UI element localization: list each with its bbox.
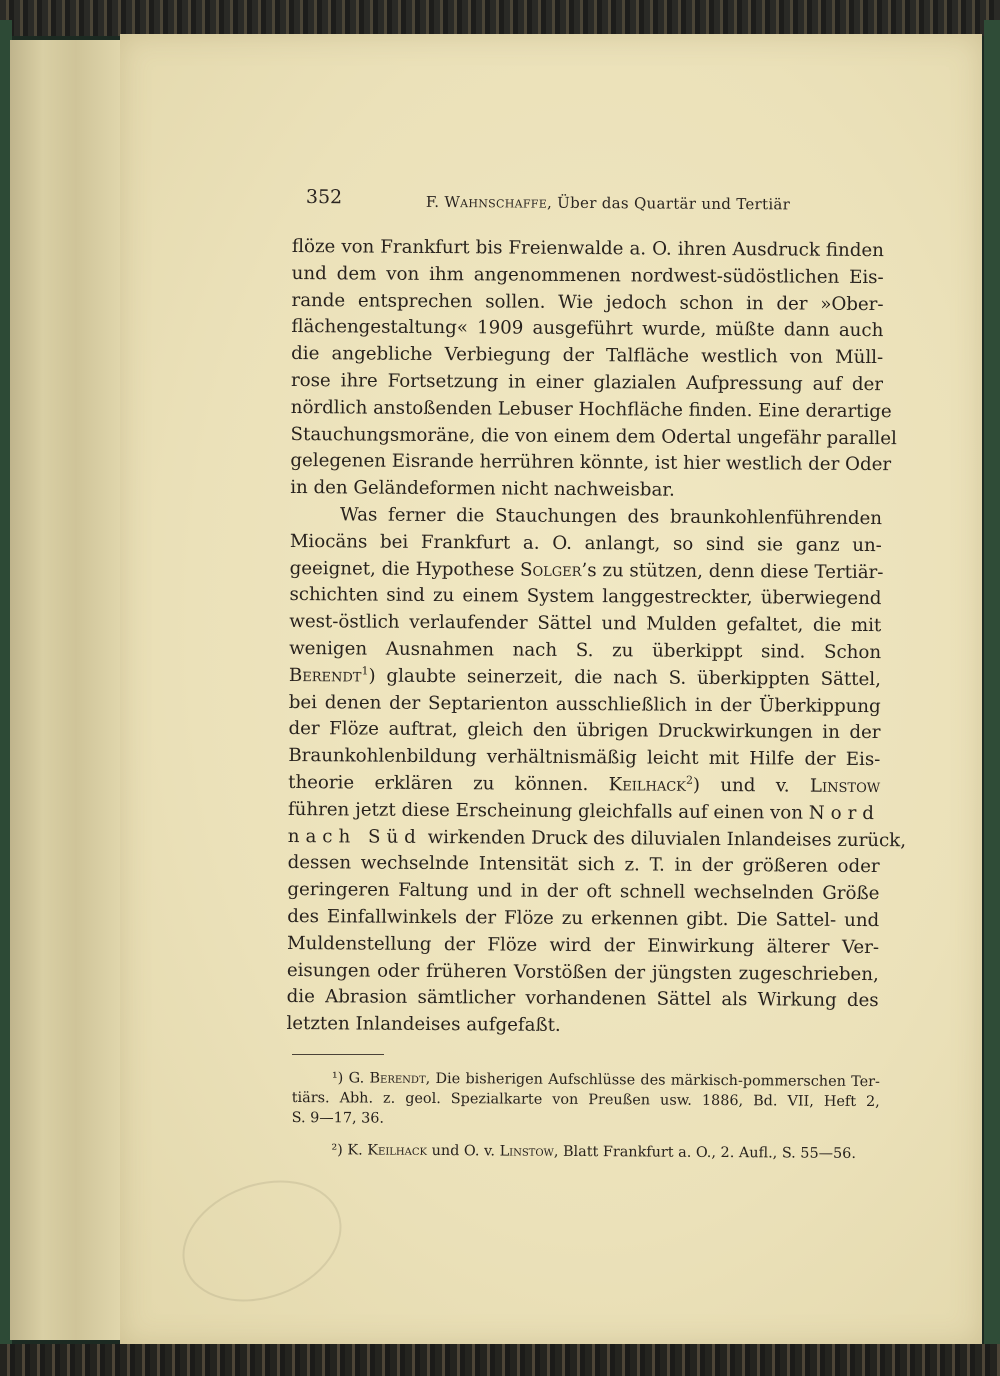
footnote-author: Berendt,: [369, 1070, 431, 1087]
text-line: wenigen Ausnahmen nach S. zu überkippt sind. Schon: [289, 637, 882, 664]
binding-cover-right: [984, 20, 1000, 1350]
text-line: dessen wechselnde Intensität sich z. T. in der größeren oder: [287, 852, 880, 878]
footnote-line: tiärs. Abh. z. geol. Spezialkarte von Preußen usw. 1886, Bd. VII, Heft 2,: [291, 1089, 880, 1111]
text-line: west-östlich verlaufender Sättel und Mulden gefaltet, die mit: [289, 611, 882, 637]
library-stamp-faint: [165, 1159, 358, 1322]
header-work-title: Über das Quartär und Tertiär: [557, 193, 791, 214]
text-line: und dem von ihm angenommenen nordwest-südöstlichen Eis-: [291, 262, 884, 288]
text-line: eisungen oder früheren Vorstößen der jüngsten zugeschrieben,: [286, 959, 879, 985]
text-line: [287, 824, 907, 855]
footnotes: [291, 1068, 880, 1164]
footnote-ref-1: 1: [361, 664, 369, 678]
spaced-word-nord: Nord: [808, 802, 881, 824]
text-fragment: führen jetzt diese Erscheinung gleichfalls auf einen von: [287, 798, 804, 824]
text-line: [290, 556, 882, 587]
text-fragment: ) und v.: [692, 774, 790, 797]
spaced-word-nach-sued: nach Süd: [287, 825, 422, 848]
footnote-line: S. 9—17, 36.: [291, 1109, 385, 1127]
text-line: der Flöze auftrat, gleich den übrigen Druckwirkungen in der: [288, 718, 881, 744]
text-fragment: Die bisherigen Aufschlüsse des märkisch-pommerschen Ter-: [435, 1071, 880, 1091]
header-title: [426, 193, 790, 214]
text-line: schichten sind zu einem System langgestreckter, überwiegend: [289, 584, 882, 610]
text-fragment: Blatt Frankfurt a. O., 2. Aufl., S. 55—56.: [562, 1143, 856, 1162]
author-solger: Solger: [519, 559, 582, 581]
author-linstow: Linstow: [809, 775, 881, 798]
text-line: Stauchungsmoräne, die von einem dem Odertal ungefähr parallel: [290, 423, 897, 449]
text-line: Muldenstellung der Flöze wird der Einwirkung älterer Ver-: [286, 932, 880, 958]
text-fragment: geeignet, die Hypothese: [289, 557, 515, 581]
text-line: [288, 770, 880, 801]
footnote-divider: [292, 1054, 384, 1055]
author-berendt: Berendt: [288, 664, 362, 687]
text-fragment: G.: [348, 1070, 365, 1087]
running-header: [306, 186, 866, 220]
text-fragment: K.: [347, 1142, 363, 1159]
text-line: Braunkohlenbildung verhältnismäßig leicht mit Hilfe der Eis-: [288, 745, 881, 771]
text-fragment: wirkenden Druck des diluvialen Inlandeises zurück,: [427, 826, 907, 851]
footnote-mark: ²): [331, 1142, 343, 1159]
text-line: Was ferner die Stauchungen des braunkohlenführenden: [339, 504, 883, 530]
text-fragment: und O. v.: [431, 1142, 496, 1160]
text-line: flächengestaltung« 1909 ausgeführt wurde, müßte dann auch: [291, 316, 884, 342]
author-keilhack: Keilhack: [608, 774, 687, 796]
text-fragment: theorie erklären zu können.: [288, 771, 589, 796]
page-number: 352: [305, 186, 343, 209]
text-fragment: ’s zu stützen, denn diese Tertiär-: [581, 559, 884, 583]
page-stack-edge: [10, 40, 121, 1340]
text-line: Miocäns bei Frankfurt a. O. anlangt, so sind sie ganz un-: [289, 530, 882, 556]
footnote-author: Keilhack: [367, 1142, 428, 1159]
text-line: rande entsprechen sollen. Wie jedoch schon in der »Ober-: [291, 289, 884, 315]
body-text: [286, 234, 907, 1042]
footnote-2: [291, 1140, 879, 1164]
header-author: F. Wahnschaffe,: [425, 192, 553, 212]
text-line: des Einfallwinkels der Flöze zu erkennen gibt. Die Sattel- und: [287, 905, 880, 932]
text-line: [289, 663, 881, 694]
text-line: rose ihre Fortsetzung in einer glazialen Aufpressung auf der: [290, 369, 884, 396]
footnote-ref-2: 2: [685, 773, 694, 787]
text-line: [288, 797, 880, 828]
footnote-author: Linstow,: [499, 1143, 559, 1160]
text-line: die Abrasion sämtlicher vorhandenen Sättel als Wirkung des: [286, 986, 879, 1012]
footnote-mark: ¹): [331, 1070, 344, 1087]
scan-top-edge: [0, 0, 1000, 36]
text-line: letzten Inlandeises aufgefaßt.: [286, 1013, 561, 1037]
text-line: flöze von Frankfurt bis Freienwalde a. O. ihren Ausdruck finden: [291, 235, 884, 262]
text-line: bei denen der Septarienton ausschließlich in der Überkippung: [288, 691, 881, 717]
text-line: geringeren Faltung und in der oft schnell wechselnden Größe: [287, 879, 880, 905]
text-fragment: ) glaubte seinerzeit, die nach S. überkippten Sättel,: [368, 665, 881, 690]
text-line: in den Geländeformen nicht nachweisbar.: [290, 477, 675, 501]
text-line: die angebliche Verbiegung der Talfläche westlich von Müll-: [291, 343, 884, 369]
scan-bottom-edge: [0, 1344, 1000, 1376]
text-line: gelegenen Eisrande herrühren könnte, ist hier westlich der Oder: [290, 450, 892, 476]
text-line: nördlich anstoßenden Lebuser Hochfläche finden. Eine derartige: [290, 396, 892, 422]
